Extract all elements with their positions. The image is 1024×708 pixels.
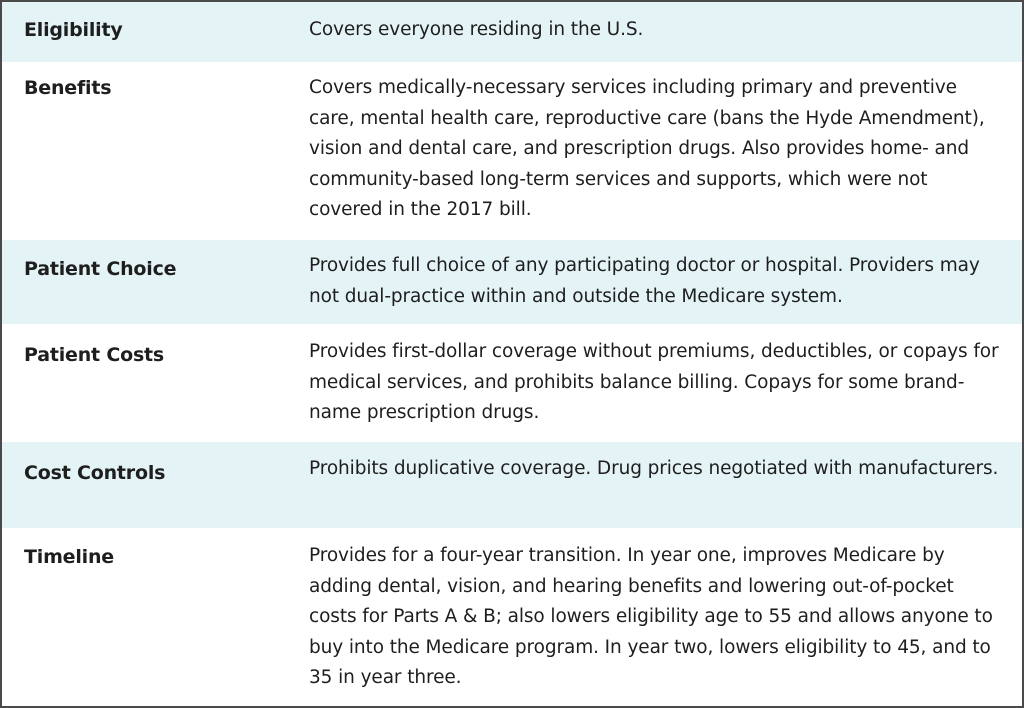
row-label: Benefits [24,77,112,99]
row-description: Prohibits duplicative coverage. Drug prices negotiated with manufacturers. [309,458,999,479]
row-label: Patient Choice [24,258,177,280]
row-label: Cost Controls [24,462,166,484]
table-row-eligibility [2,2,1022,62]
row-description: Provides first-dollar coverage without premiums, deductibles, or copays for medical services, and prohibits balance billing. Copays for some brand-name prescription drugs. [309,341,999,423]
row-description: Covers everyone residing in the U.S. [309,19,644,40]
table-row-patient-choice [2,240,1022,324]
table-row-patient-costs [2,324,1022,442]
row-description: Provides for a four-year transition. In year one, improves Medicare by adding dental, vision, and hearing benefits and lowering out-of-pocket costs for Parts A & B; also lowers eligibility age to 55 and allows anyone to buy into the Medicare program. In year two, lowers eligibility to 45, and to 35 in year three. [309,545,993,688]
table-row-benefits [2,62,1022,240]
row-label: Eligibility [24,19,123,41]
table-row-timeline [2,528,1022,708]
row-description: Covers medically-necessary services including primary and preventive care, mental health care, reproductive care (bans the Hyde Amendment), vision and dental care, and prescription drugs. Also provides home- and community-based long-term services and supports, which were not covered in the 2017 bill. [309,77,985,220]
row-description: Provides full choice of any participating doctor or hospital. Providers may not dual-practice within and outside the Medicare system. [309,255,980,307]
row-label: Timeline [24,546,114,568]
row-label: Patient Costs [24,344,165,366]
table-row-cost-controls [2,442,1022,528]
